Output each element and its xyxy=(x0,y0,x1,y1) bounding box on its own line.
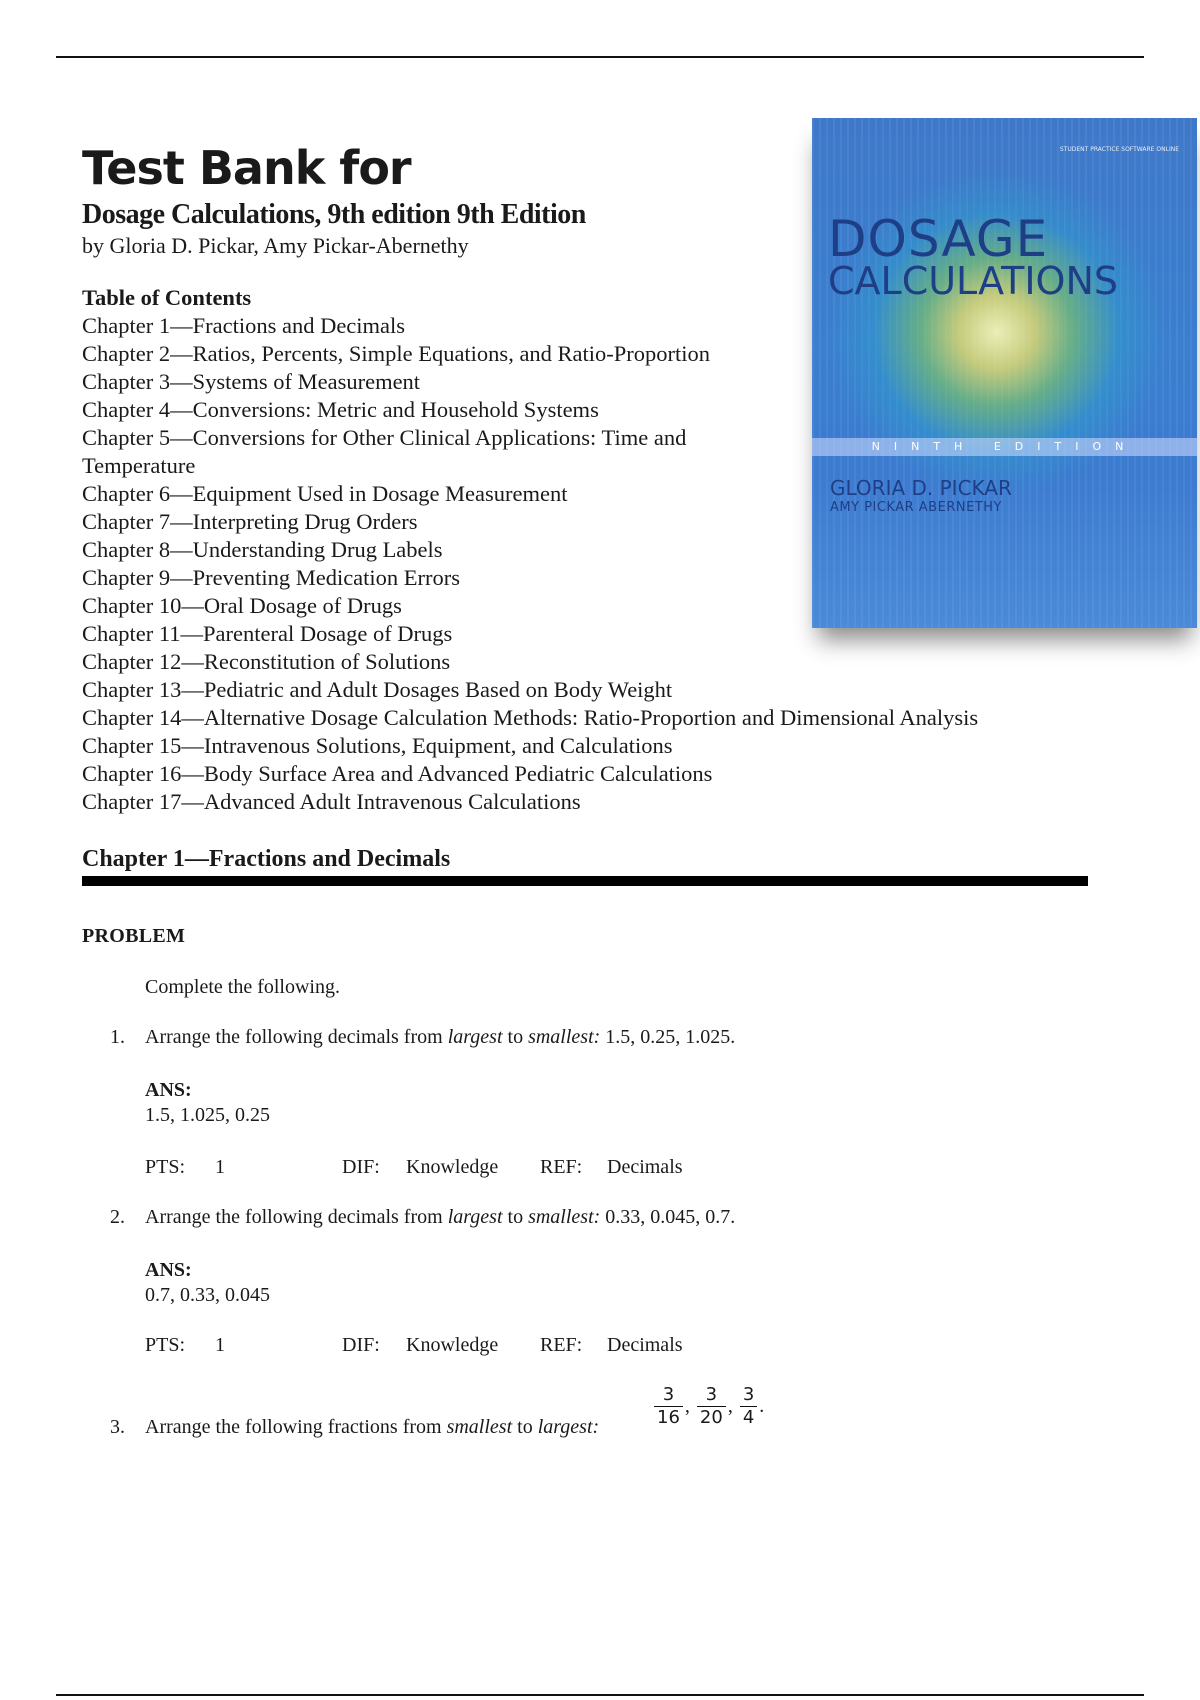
document-title: Test Bank for xyxy=(82,141,411,195)
dif-value: Knowledge xyxy=(406,1156,499,1178)
toc-heading: Table of Contents xyxy=(82,285,252,310)
pts-label: PTS: xyxy=(145,1156,186,1178)
question-text xyxy=(145,1416,599,1439)
question-text xyxy=(145,1206,735,1229)
question-text-part: to xyxy=(502,1026,529,1048)
answer-value: 1.5, 1.025, 0.25 xyxy=(145,1104,270,1126)
question-text-part: Arrange the following fractions from xyxy=(145,1416,447,1438)
ref-label: REF: xyxy=(540,1334,583,1356)
answer-label: ANS: xyxy=(145,1079,192,1101)
question-emphasis: largest xyxy=(447,1026,503,1048)
fraction-denominator: 20 xyxy=(699,1407,723,1428)
bottom-rule xyxy=(56,1694,1144,1696)
pts-value: 1 xyxy=(215,1334,225,1356)
cover-author-1: GLORIA D. PICKAR xyxy=(830,476,1012,500)
toc-item: Chapter 13—Pediatric and Adult Dosages Based on Body Weight xyxy=(82,677,673,702)
question-emphasis: smallest: xyxy=(528,1206,601,1228)
fraction xyxy=(697,1384,726,1429)
fraction-separator: , xyxy=(684,1395,690,1417)
top-rule xyxy=(56,56,1144,58)
pts-label: PTS: xyxy=(145,1334,186,1356)
ref-label: REF: xyxy=(540,1156,583,1178)
toc-item: Chapter 6—Equipment Used in Dosage Measurement xyxy=(82,481,568,506)
toc-item: Chapter 12—Reconstitution of Solutions xyxy=(82,649,451,674)
table-of-contents xyxy=(82,284,1082,816)
toc-item: Chapter 1—Fractions and Decimals xyxy=(82,313,406,338)
toc-item: Chapter 8—Understanding Drug Labels xyxy=(82,537,443,562)
fraction-separator: , xyxy=(727,1395,733,1417)
answer-value: 0.7, 0.33, 0.045 xyxy=(145,1284,270,1306)
ref-value: Decimals xyxy=(607,1156,683,1178)
toc-item: Chapter 9—Preventing Medication Errors xyxy=(82,565,461,590)
toc-item: Chapter 5—Conversions for Other Clinical Applications: Time and Temperature xyxy=(82,425,687,478)
toc-item: Chapter 17—Advanced Adult Intravenous Calculations xyxy=(82,789,581,814)
fraction-list xyxy=(652,1384,764,1429)
cover-title-line1: DOSAGE xyxy=(828,210,1049,268)
fraction-numerator: 3 xyxy=(740,1384,757,1407)
pts-value: 1 xyxy=(215,1156,225,1178)
question-text-part: 0.33, 0.045, 0.7. xyxy=(600,1206,736,1228)
toc-item: Chapter 10—Oral Dosage of Drugs xyxy=(82,593,402,618)
fraction-denominator: 16 xyxy=(657,1407,680,1428)
toc-list xyxy=(82,312,1082,816)
answer-label: ANS: xyxy=(145,1259,192,1281)
book-title: Dosage Calculations, 9th edition 9th Edition xyxy=(82,199,586,230)
question-number: 3. xyxy=(110,1416,125,1438)
cover-edition: NINTH EDITION xyxy=(812,438,1197,456)
question-text-part: Arrange the following decimals from xyxy=(145,1026,448,1048)
fraction-numerator: 3 xyxy=(697,1384,726,1407)
question-text xyxy=(145,1026,735,1049)
fraction-denominator: 4 xyxy=(742,1407,755,1428)
question-number: 2. xyxy=(110,1206,125,1228)
cover-author-2: AMY PICKAR ABERNETHY xyxy=(830,500,1002,515)
book-authors: by Gloria D. Pickar, Amy Pickar-Abernethy xyxy=(82,233,469,258)
question-text-part: 1.5, 0.25, 1.025. xyxy=(600,1026,736,1048)
toc-item: Chapter 7—Interpreting Drug Orders xyxy=(82,509,418,534)
fraction xyxy=(654,1384,683,1429)
dif-label: DIF: xyxy=(342,1156,380,1178)
dif-label: DIF: xyxy=(342,1334,380,1356)
instructions: Complete the following. xyxy=(145,976,340,998)
toc-item: Chapter 15—Intravenous Solutions, Equipment, and Calculations xyxy=(82,733,673,758)
dif-value: Knowledge xyxy=(406,1334,499,1356)
section-heading: PROBLEM xyxy=(82,925,186,947)
question-text-part: Arrange the following decimals from xyxy=(145,1206,448,1228)
chapter-divider xyxy=(82,876,1088,886)
chapter-heading: Chapter 1—Fractions and Decimals xyxy=(82,846,451,872)
question-emphasis: smallest xyxy=(446,1416,513,1438)
toc-item: Chapter 2—Ratios, Percents, Simple Equations, and Ratio-Proportion xyxy=(82,341,711,366)
question-emphasis: largest: xyxy=(537,1416,600,1438)
cover-top-text: STUDENT PRACTICE SOFTWARE ONLINE xyxy=(1059,146,1179,153)
fraction xyxy=(740,1384,757,1429)
toc-item: Chapter 11—Parenteral Dosage of Drugs xyxy=(82,621,453,646)
question-number: 1. xyxy=(110,1026,125,1048)
question-text-part: to xyxy=(502,1206,529,1228)
cover-title-line2: CALCULATIONS xyxy=(828,259,1119,303)
fraction-numerator: 3 xyxy=(654,1384,683,1407)
toc-item: Chapter 3—Systems of Measurement xyxy=(82,369,421,394)
question-emphasis: largest xyxy=(447,1206,503,1228)
ref-value: Decimals xyxy=(607,1334,683,1356)
document-header xyxy=(82,140,782,260)
toc-item: Chapter 16—Body Surface Area and Advanced Pediatric Calculations xyxy=(82,761,713,786)
question-text-part: to xyxy=(512,1416,538,1438)
fraction-end: . xyxy=(759,1395,765,1417)
toc-item: Chapter 4—Conversions: Metric and Household Systems xyxy=(82,397,599,422)
question-emphasis: smallest: xyxy=(528,1026,601,1048)
toc-item: Chapter 14—Alternative Dosage Calculation Methods: Ratio-Proportion and Dimensional Analysis xyxy=(82,705,979,730)
